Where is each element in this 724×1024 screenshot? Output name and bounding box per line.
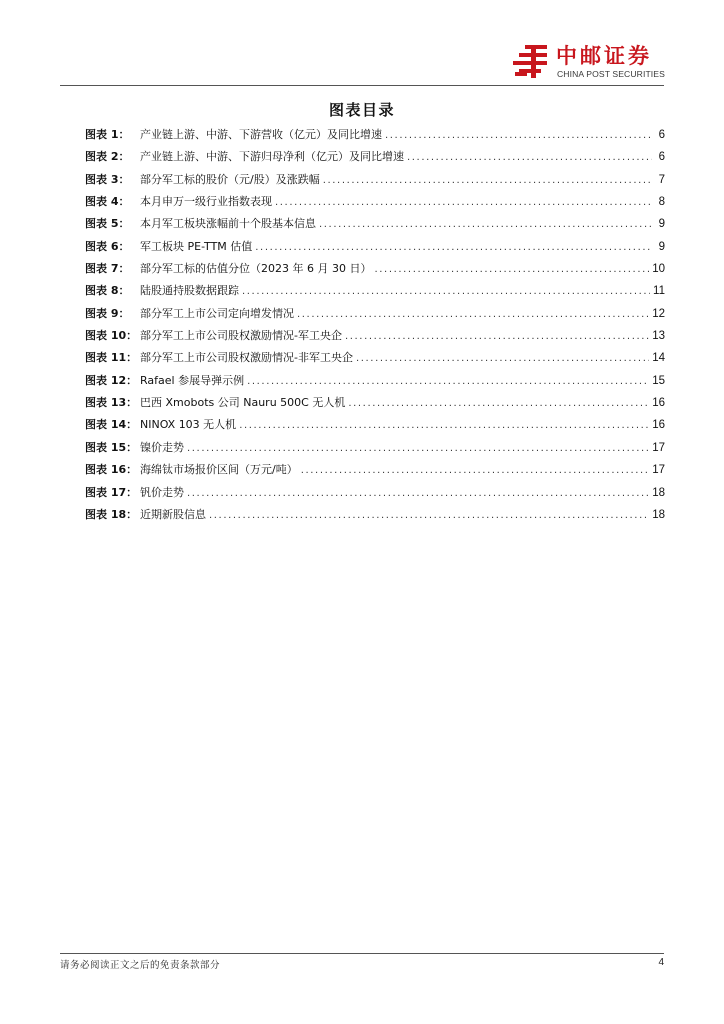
toc-entry[interactable] (85, 128, 665, 150)
toc-entry-label: 图表 14： (85, 418, 138, 432)
toc-entry[interactable] (85, 374, 665, 396)
logo-chinese-name: 中邮证券 (556, 44, 652, 68)
toc-entry[interactable] (85, 240, 665, 262)
toc-entry[interactable] (85, 508, 665, 530)
toc-entry-label: 图表 4： (85, 195, 130, 209)
toc-entry-page[interactable]: 9 (658, 240, 665, 253)
toc-entry[interactable] (85, 463, 665, 485)
toc-entry[interactable] (85, 396, 665, 418)
toc-entry-page[interactable]: 7 (658, 173, 665, 186)
toc-dot-leader (247, 375, 649, 389)
toc-entry-page[interactable]: 6 (658, 151, 665, 164)
toc-entry[interactable] (85, 195, 665, 217)
toc-entry[interactable] (85, 262, 665, 284)
toc-entry-label: 图表 5： (85, 217, 130, 231)
toc-entry-label: 图表 17： (85, 485, 138, 499)
toc-entry-text[interactable]: 钒价走势 (140, 485, 184, 499)
toc-entry-label: 图表 7： (85, 262, 130, 276)
header-divider (60, 85, 664, 86)
toc-entry-label: 图表 18： (85, 507, 138, 521)
brand-logo (511, 42, 671, 82)
toc-dot-leader (187, 442, 649, 456)
toc-entry-page[interactable]: 9 (658, 218, 665, 231)
toc-dot-leader (255, 241, 652, 255)
toc-entry[interactable] (85, 418, 665, 440)
toc-dot-leader (374, 263, 649, 277)
toc-dot-leader (301, 464, 649, 478)
toc-dot-leader (319, 218, 652, 232)
page-title: 图表目录 (328, 101, 395, 119)
toc-entry-text[interactable]: 产业链上游、中游、下游营收（亿元）及同比增速 (140, 128, 382, 141)
toc-entry[interactable] (85, 329, 665, 351)
footer-disclaimer: 请务必阅读正文之后的免责条款部分 (60, 960, 221, 971)
toc-entry-page[interactable]: 10 (652, 263, 665, 276)
toc-entry-text[interactable]: 镍价走势 (140, 440, 184, 454)
toc-entry[interactable] (85, 173, 665, 195)
toc-dot-leader (323, 174, 652, 188)
toc-entry-label: 图表 1： (85, 128, 130, 141)
toc-entry[interactable] (85, 284, 665, 306)
toc-entry-text[interactable]: 陆股通持股数据跟踪 (140, 284, 239, 298)
toc-entry-label: 图表 2： (85, 150, 130, 164)
toc-dot-leader (187, 487, 649, 501)
toc-entry-text[interactable]: NINOX 103 无人机 (140, 418, 237, 432)
toc-entry-text[interactable]: 本月军工板块涨幅前十个股基本信息 (140, 217, 316, 231)
toc-entry-text[interactable]: 部分军工上市公司定向增发情况 (140, 306, 294, 320)
toc-entry-page[interactable]: 16 (652, 397, 665, 410)
toc-entry-label: 图表 3： (85, 172, 130, 186)
page-number: 4 (658, 957, 664, 968)
toc-entry-label: 图表 6： (85, 239, 130, 253)
toc-entry-label: 图表 12： (85, 373, 138, 387)
toc-entry[interactable] (85, 150, 665, 172)
toc-entry-text[interactable]: 产业链上游、中游、下游归母净利（亿元）及同比增速 (140, 150, 404, 164)
toc-dot-leader (242, 285, 650, 299)
toc-entry-text[interactable]: 近期新股信息 (140, 507, 206, 521)
toc-entry-text[interactable]: Rafael 参展导弹示例 (140, 373, 245, 387)
toc-entry-page[interactable]: 18 (652, 486, 665, 499)
toc-entry[interactable] (85, 217, 665, 239)
toc-entry[interactable] (85, 351, 665, 373)
toc-entry[interactable] (85, 441, 665, 463)
toc-dot-leader (345, 330, 649, 344)
toc-entry-text[interactable]: 巴西 Xmobots 公司 Nauru 500C 无人机 (140, 396, 346, 410)
toc-entry-label: 图表 11： (85, 351, 138, 365)
toc-entry-page[interactable]: 14 (652, 352, 665, 365)
toc-dot-leader (297, 308, 649, 322)
toc-entry-text[interactable]: 本月申万一级行业指数表现 (140, 195, 272, 209)
toc-dot-leader (209, 509, 649, 523)
toc-entry-page[interactable]: 15 (652, 374, 665, 387)
toc-entry-label: 图表 16： (85, 463, 138, 477)
toc-dot-leader (348, 397, 649, 411)
logo-english-name: CHINA POST SECURITIES (557, 69, 665, 79)
toc-entry[interactable] (85, 307, 665, 329)
toc-dot-leader (239, 419, 649, 433)
toc-entry[interactable] (85, 486, 665, 508)
toc-entry-label: 图表 9： (85, 306, 130, 320)
toc-dot-leader (356, 352, 649, 366)
toc-entry-label: 图表 10： (85, 329, 138, 343)
toc-entry-page[interactable]: 16 (652, 419, 665, 432)
toc-entry-text[interactable]: 部分军工上市公司股权激励情况-非军工央企 (140, 351, 353, 365)
toc-entry-page[interactable]: 17 (652, 464, 665, 477)
toc-dot-leader (407, 151, 652, 165)
toc-entry-page[interactable]: 13 (652, 330, 665, 343)
toc-entry-label: 图表 13： (85, 396, 138, 410)
toc-entry-text[interactable]: 海绵钛市场报价区间（万元/吨） (140, 463, 298, 477)
china-post-logo-icon (511, 42, 551, 80)
toc-entry-text[interactable]: 部分军工上市公司股权激励情况-军工央企 (140, 329, 342, 343)
toc-entry-label: 图表 15： (85, 440, 138, 454)
footer-divider (60, 953, 664, 954)
toc-entry-page[interactable]: 12 (652, 307, 665, 320)
toc-entry-page[interactable]: 11 (653, 285, 665, 298)
toc-entry-text[interactable]: 部分军工标的估值分位（2023 年 6 月 30 日） (140, 262, 372, 276)
toc-entry-page[interactable]: 8 (658, 196, 665, 209)
toc-entry-label: 图表 8： (85, 284, 130, 298)
table-of-figures (85, 128, 665, 530)
toc-entry-page[interactable]: 18 (652, 508, 665, 521)
toc-entry-text[interactable]: 军工板块 PE-TTM 估值 (140, 239, 253, 253)
toc-entry-text[interactable]: 部分军工标的股价（元/股）及涨跌幅 (140, 172, 320, 186)
toc-dot-leader (275, 196, 652, 210)
toc-entry-page[interactable]: 17 (652, 441, 665, 454)
toc-entry-page[interactable]: 6 (658, 129, 665, 141)
toc-dot-leader (385, 129, 652, 143)
